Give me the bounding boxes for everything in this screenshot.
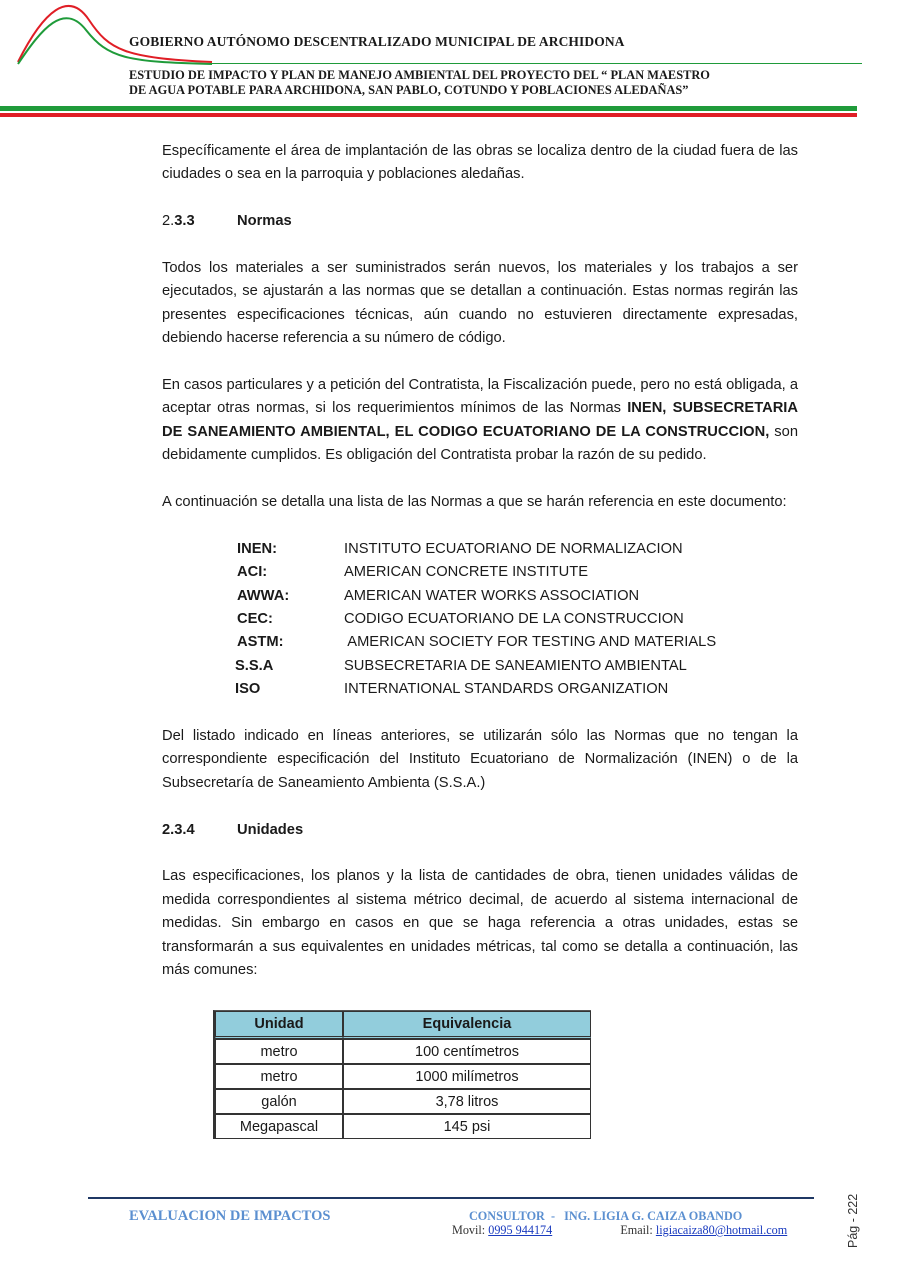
table-cell: 3,78 litros [343,1089,591,1114]
table-header-cell: Unidad [215,1011,343,1039]
header-title: GOBIERNO AUTÓNOMO DESCENTRALIZADO MUNICIPAL DE ARCHIDONA [129,34,625,49]
norm-item: CEC: CODIGO ECUATORIANO DE LA CONSTRUCCION [237,611,684,627]
table-header-cell: Equivalencia [343,1011,591,1039]
intro-paragraph: Específicamente el área de implantación de las obras se localiza dentro de la ciudad fuera de las ciudades o sea en la parroquia y poblaciones aledañas. [162,143,798,183]
table-cell: 100 centímetros [343,1039,591,1064]
table-cell: galón [215,1089,343,1114]
units-paragraph: Las especificaciones, los planos y la lista de cantidades de obra, tienen unidades válidas de medida correspondientes al sistema métrico decimal, de acuerdo al sistema internacional de medidas. Sin embargo en casos en que se haga referencia a otras unidades, estas se transformarán a sus equivalentes en unidades métricas, tal como se detalla a continuación, las más comunes: [162,868,798,978]
section-number: 2.3.3 [162,213,195,230]
movil-label: Movil: [452,1223,489,1237]
table-cell: 145 psi [343,1114,591,1139]
table-cell: 1000 milímetros [343,1064,591,1089]
table-row [215,1089,591,1114]
email-label: Email: [620,1223,656,1237]
section-heading-unidades [162,819,798,842]
header-subtitle-line2: DE AGUA POTABLE PARA ARCHIDONA, SAN PABLO, COTUNDO Y POBLACIONES ALEDAÑAS” [129,82,689,97]
units-table [213,1010,591,1139]
norms-list [237,538,798,702]
header-flag-red-band [0,113,857,117]
section-title: Normas [237,213,292,230]
phone-link[interactable]: 0995 944174 [488,1223,553,1237]
page-number: Pág - 222 [846,1193,860,1248]
norm-item: INEN: INSTITUTO ECUATORIANO DE NORMALIZACION [237,540,683,557]
table-header-row [215,1011,591,1039]
header-right-line [200,63,862,64]
norm-item: ISO INTERNATIONAL STANDARDS ORGANIZATION [235,681,669,698]
footer-divider [88,1197,814,1199]
norm-item: S.S.A SUBSECRETARIA DE SANEAMIENTO AMBIENTAL [235,657,687,674]
table-cell: metro [215,1064,343,1089]
section-heading-normas [162,210,798,233]
table-row [215,1064,591,1089]
table-row [215,1039,591,1064]
email-link[interactable]: ligiacaiza80@hotmail.com [655,1223,788,1237]
norm-item: AWWA: AMERICAN WATER WORKS ASSOCIATION [237,587,640,604]
document-body [162,140,798,1139]
footer-consultant: CONSULTOR - ING. LIGIA G. CAIZA OBANDO [469,1209,743,1223]
materials-paragraph: Todos los materiales a ser suministrados serán nuevos, los materiales y los trabajos a ser ejecutados, se ajustarán a las normas que se detallan a continuación. Estas normas regirán las presentes especificaciones técnicas, aún cuando no estuvieren directamente expresadas, debiendo hacerse referencia a su número de código. [162,260,798,347]
header-subtitle-line1: ESTUDIO DE IMPACTO Y PLAN DE MANEJO AMBIENTAL DEL PROYECTO DEL “ PLAN MAESTRO [129,68,710,82]
norm-item: ASTM: AMERICAN SOCIETY FOR TESTING AND MATERIALS [237,634,717,651]
section-number: 2.3.4 [162,821,195,838]
listado-paragraph: Del listado indicado en líneas anteriores, se utilizarán sólo las Normas que no tengan la correspondiente especificación del Instituto Ecuatoriano de Normalización (INEN) o de la Subsecretaría de Saneamiento Ambienta (S.S.A.) [162,727,798,791]
norm-item: ACI: AMERICAN CONCRETE INSTITUTE [237,564,588,581]
footer-section-label: EVALUACION DE IMPACTOS [129,1208,331,1224]
norms-list-intro: A continuación se detalla una lista de las Normas a que se harán referencia en este documento: [162,494,787,511]
table-cell: metro [215,1039,343,1064]
footer-contact [452,1223,787,1238]
header-subtitle [129,68,710,97]
section-title: Unidades [237,821,304,838]
particular-cases-paragraph: En casos particulares y a petición del Contratista, la Fiscalización puede, pero no está obligada, a aceptar otras normas, si los requerimientos mínimos de las Normas INEN, SUBSECRETARIA DE SANEAMIENTO AMBIENTAL, EL CODIGO ECUATORIANO DE LA CONSTRUCCION, son debidamente cumplidos. Es obligación del Contratista probar la razón de su pedido. [162,377,799,464]
table-cell: Megapascal [215,1114,343,1139]
table-row [215,1114,591,1139]
